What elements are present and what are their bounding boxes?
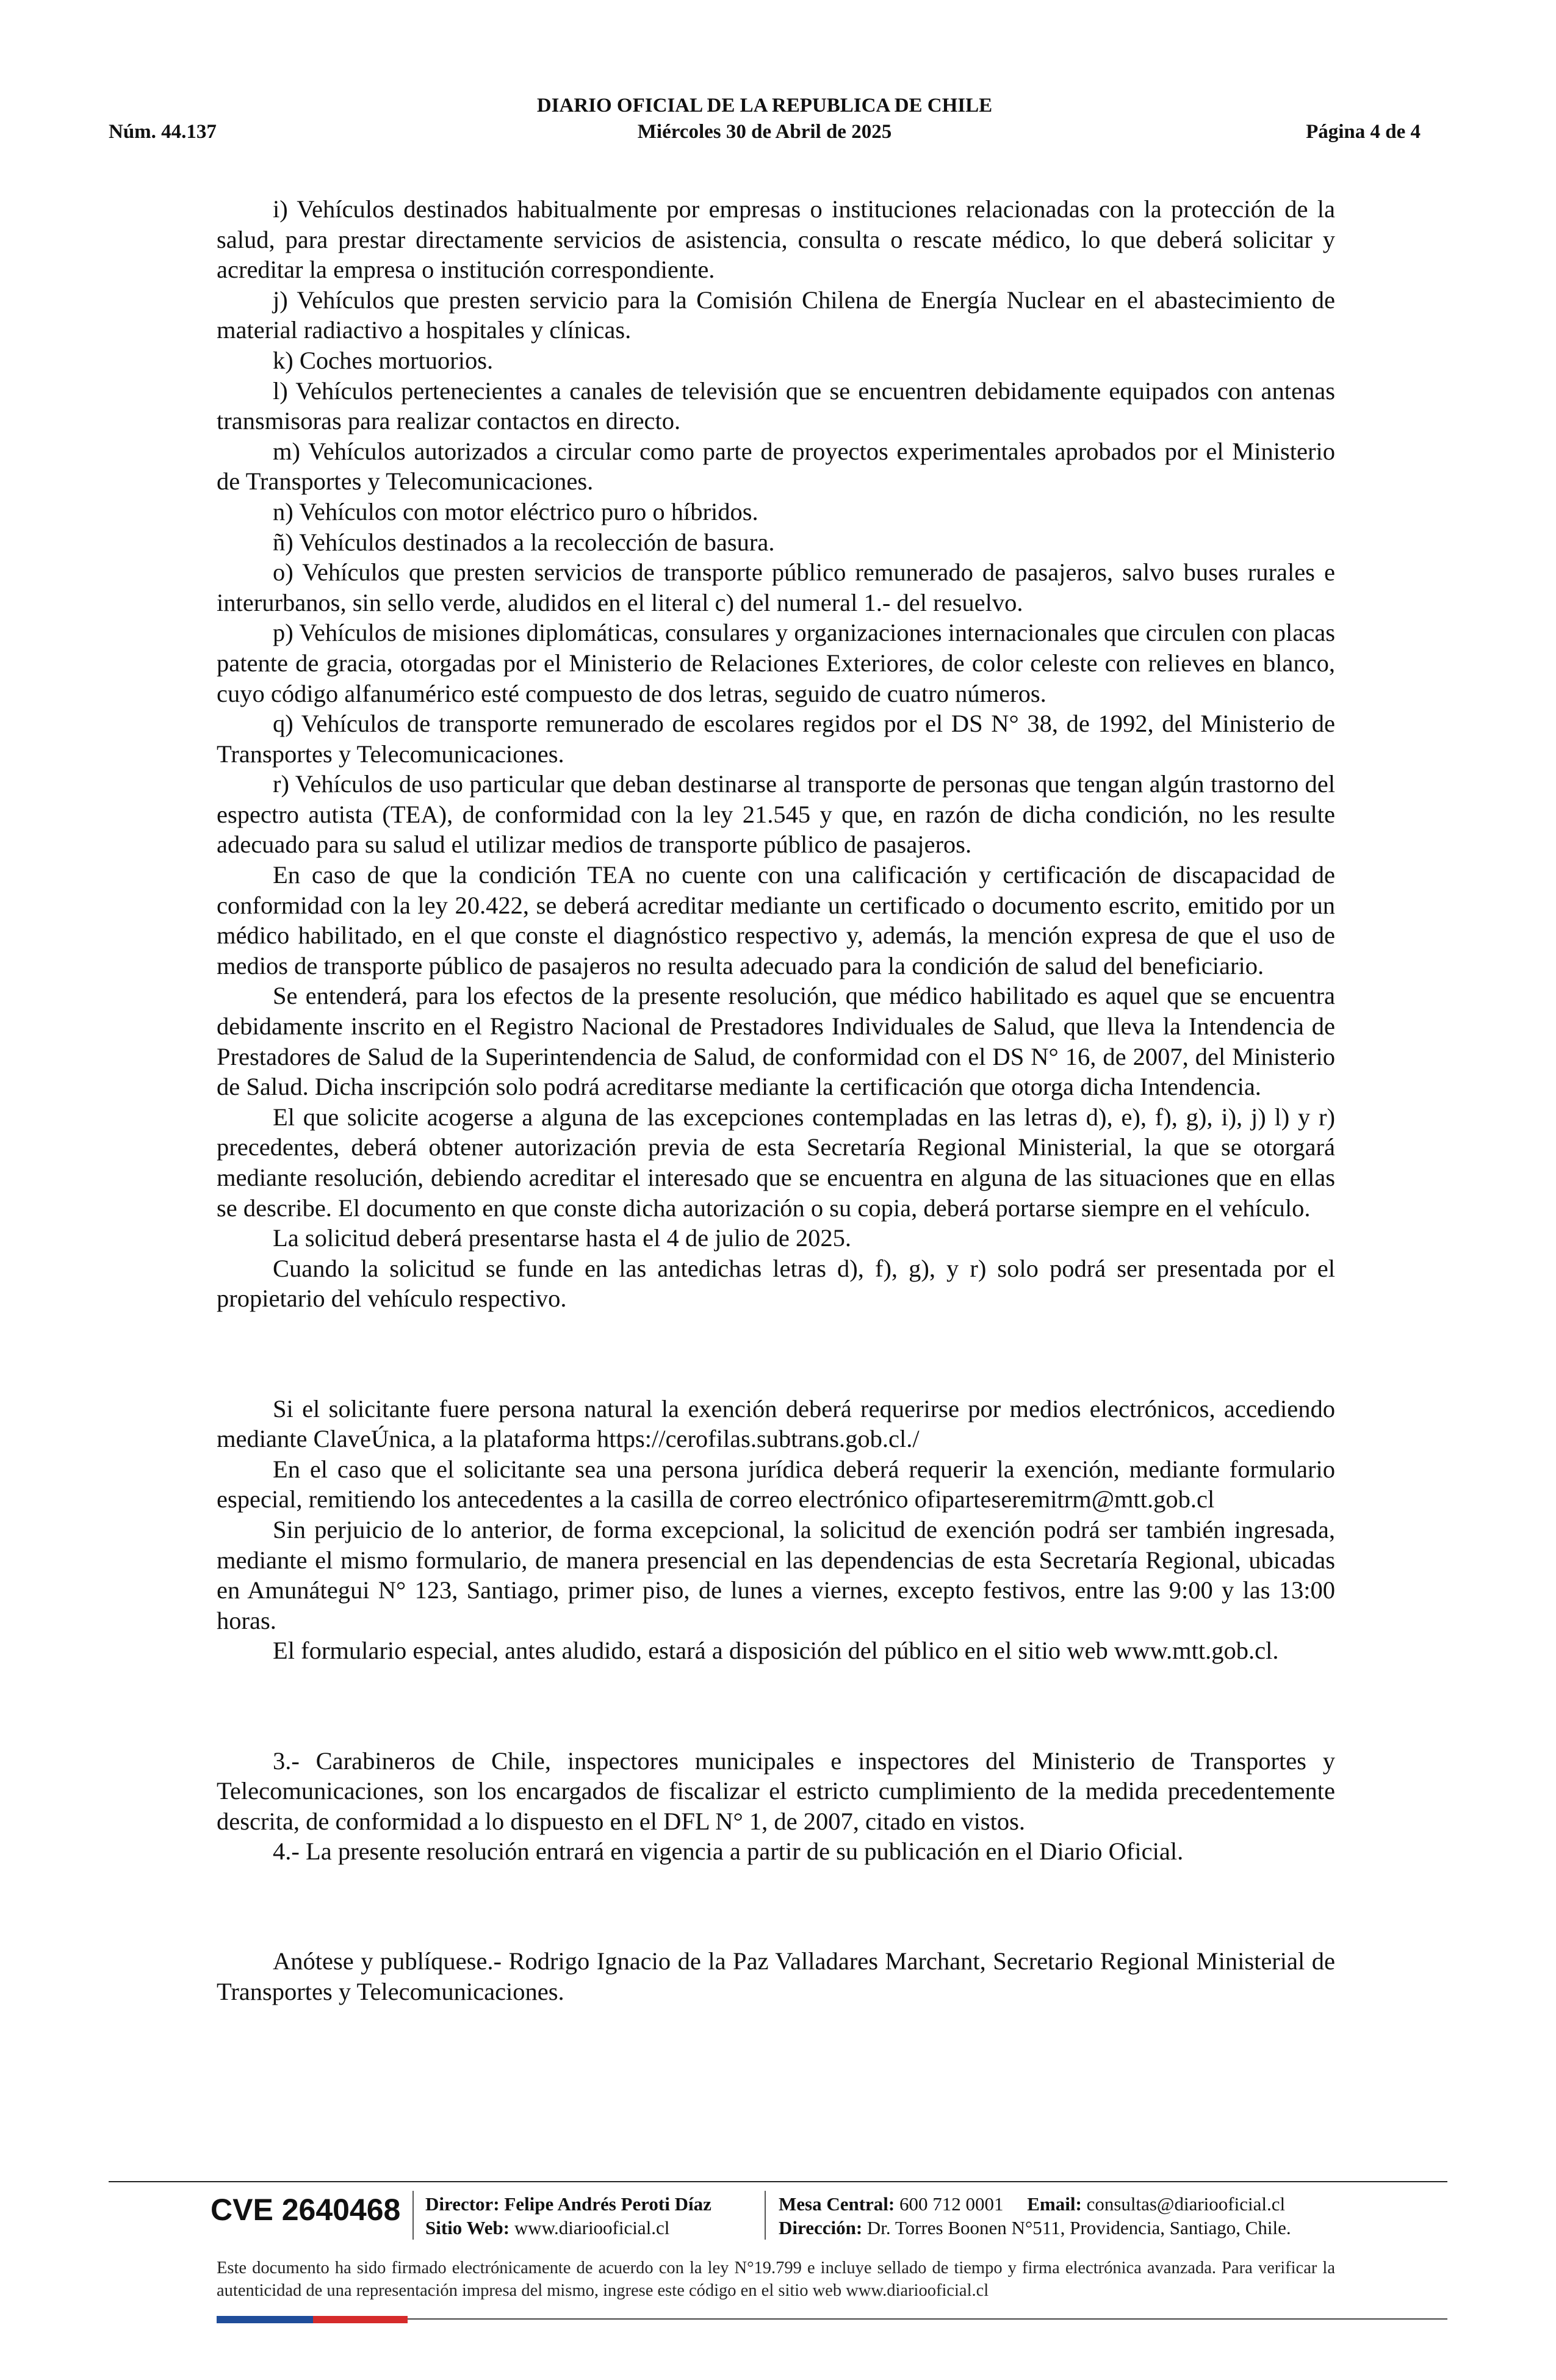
issue-date: Miércoles 30 de Abril de 2025 — [637, 121, 892, 143]
body-paragraph: q) Vehículos de transporte remunerado de escolares regidos por el DS N° 38, de 1992, del Ministerio de Transportes y Telecomunicaciones. — [217, 710, 1335, 768]
body-paragraph: La solicitud deberá presentarse hasta el 4 de julio de 2025. — [273, 1224, 852, 1252]
page-number: Página 4 de 4 — [1306, 121, 1421, 143]
paragraph-gap — [217, 1338, 1335, 1369]
body-paragraph: l) Vehículos pertenecientes a canales de televisión que se encuentren debidamente equipados con antenas transmisoras para realizar contactos en directo. — [217, 377, 1335, 435]
site-label: Sitio Web: — [425, 2217, 510, 2238]
body-paragraph: p) Vehículos de misiones diplomáticas, consulares y organizaciones internacionales que circulen con placas patente de gracia, otorgadas por el Ministerio de Relaciones Exteriores, de color celeste con relieves en blanco, cuyo código alfanumérico esté compuesto de dos letras, seguido de cuatro números. — [217, 619, 1335, 707]
body-paragraph: En caso de que la condición TEA no cuente con una calificación y certificación de discapacidad de conformidad con la ley 20.422, se deberá acreditar mediante un certificado o documento escrito, emitido por un médico habilitado, en el que conste el diagnóstico respectivo y, además, la mención expresa de que el uso de medios de transporte público de pasajeros no resulta adecuado para la condición de salud del beneficiario. — [217, 861, 1335, 979]
director-label: Director: Felipe Andrés Peroti Díaz — [425, 2193, 711, 2215]
body-paragraph: m) Vehículos autorizados a circular como parte de proyectos experimentales aprobados por el Ministerio de Transportes y Telecomunicaciones. — [217, 437, 1335, 496]
footer-divider — [109, 2181, 1447, 2182]
body-paragraph: En el caso que el solicitante sea una persona jurídica deberá requerir la exención, mediante formulario especial, remitiendo los antecedentes a la casilla de correo electrónico ofiparteseremitrm@mtt.gob.cl — [217, 1455, 1335, 1513]
cve-code: CVE 2640468 — [211, 2193, 401, 2227]
body-paragraph: o) Vehículos que presten servicios de transporte público remunerado de pasajeros, salvo buses rurales e interurbanos, sin sello verde, aludidos en el literal c) del numeral 1.- del resuelvo. — [217, 558, 1335, 616]
body-paragraph: 4.- La presente resolución entrará en vigencia a partir de su publicación en el Diario Oficial. — [273, 1837, 1184, 1866]
gazette-title: DIARIO OFICIAL DE LA REPUBLICA DE CHILE — [536, 95, 993, 117]
body-paragraph: El formulario especial, antes aludido, estará a disposición del público en el sitio web www.mtt.gob.cl. — [273, 1637, 1279, 1665]
email-link[interactable]: consultas@diariooficial.cl — [1086, 2193, 1286, 2215]
body-paragraph: Si el solicitante fuere persona natural la exención deberá requerirse por medios electrónicos, accediendo mediante ClaveÚnica, a la plataforma https://cerofilas.subtrans.gob.cl./ — [217, 1394, 1335, 1453]
address-label: Dirección: — [779, 2217, 863, 2238]
body-paragraph: Anótese y publíquese.- Rodrigo Ignacio de la Paz Valladares Marchant, Secretario Regional Ministerial de Transportes y Telecomunicaciones. — [217, 1947, 1335, 2006]
footer-separator — [412, 2191, 414, 2240]
footer-separator — [765, 2191, 766, 2240]
body-paragraph: El que solicite acogerse a alguna de las excepciones contempladas en las letras d), e), f), g), i), j) l) y r) precedentes, deberá obtener autorización previa de esta Secretaría Regional Ministerial, la que se otorgará mediante resolución, debiendo acreditar el interesado que se encuentra en alguna de las situaciones que en ellas se describe. El documento en que conste dicha autorización o su copia, deberá portarse siempre en el vehículo. — [217, 1103, 1335, 1222]
flag-stripe-red — [313, 2316, 408, 2323]
footer-disclaimer: Este documento ha sido firmado electrónicamente de acuerdo con la ley N°19.799 e incluye sellado de tiempo y firma electrónica avanzada. Para verificar la autenticidad de una representación impresa del mismo, ingrese este código en el sitio web www.diariooficial.cl — [217, 2259, 1335, 2300]
paragraph-gap — [217, 1690, 1335, 1721]
document-body — [217, 194, 1335, 2007]
body-paragraph: k) Coches mortuorios. — [273, 346, 494, 374]
issue-number: Núm. 44.137 — [109, 121, 217, 143]
body-paragraph: j) Vehículos que presten servicio para la Comisión Chilena de Energía Nuclear en el abastecimiento de material radiactivo a hospitales y clínicas. — [217, 286, 1335, 344]
page-header — [109, 95, 1421, 150]
body-paragraph: Sin perjuicio de lo anterior, de forma excepcional, la solicitud de exención podrá ser también ingresada, mediante el mismo formulario, de manera presencial en las dependencias de esta Secretaría Regional, ubicadas en Amunátegui N° 123, Santiago, primer piso, de lunes a viernes, excepto festivos, entre las 9:00 y las 13:00 horas. — [217, 1515, 1335, 1634]
body-paragraph: ñ) Vehículos destinados a la recolección de basura. — [273, 528, 775, 556]
bottom-rule — [408, 2318, 1447, 2320]
body-paragraph: n) Vehículos con motor eléctrico puro o híbridos. — [273, 497, 758, 525]
site-link[interactable]: www.diariooficial.cl — [514, 2217, 670, 2238]
footer-director-block — [425, 2192, 711, 2240]
body-paragraph: Cuando la solicitud se funde en las antedichas letras d), f), g), y r) solo podrá ser presentada por el propietario del vehículo respectivo. — [217, 1254, 1335, 1313]
flag-stripe-blue — [217, 2316, 313, 2323]
mesa-phone: 600 712 0001 — [899, 2193, 1004, 2215]
body-paragraph: 3.- Carabineros de Chile, inspectores municipales e inspectores del Ministerio de Transportes y Telecomunicaciones, son los encargados de fiscalizar el estricto cumplimiento de la medida precedentemente descrita, de conformidad a lo dispuesto en el DFL N° 1, de 2007, citado en vistos. — [217, 1747, 1335, 1835]
body-paragraph: i) Vehículos destinados habitualmente por empresas o instituciones relacionadas con la protección de la salud, para prestar directamente servicios de asistencia, consulta o rescate médico, lo que deberá solicitar y acreditar la empresa o institución correspondiente. — [217, 195, 1335, 284]
footer-contact-block — [779, 2192, 1291, 2240]
paragraph-gap — [217, 1891, 1335, 1922]
body-paragraph: r) Vehículos de uso particular que deban destinarse al transporte de personas que tengan algún trastorno del espectro autista (TEA), de conformidad con la ley 21.545 y que, en razón de dicha condición, no les resulte adecuado para su salud el utilizar medios de transporte público de pasajeros. — [217, 770, 1335, 859]
address-value: Dr. Torres Boonen N°511, Providencia, Santiago, Chile. — [866, 2217, 1291, 2238]
mesa-label: Mesa Central: — [779, 2193, 895, 2215]
body-paragraph: Se entenderá, para los efectos de la presente resolución, que médico habilitado es aquel que se encuentra debidamente inscrito en el Registro Nacional de Prestadores Individuales de Salud, que lleva la Intendencia de Prestadores de Salud de la Superintendencia de Salud, de conformidad con el DS N° 16, de 2007, del Ministerio de Salud. Dicha inscripción solo podrá acreditarse mediante la certificación que otorga dicha Intendencia. — [217, 982, 1335, 1101]
email-label: Email: — [1027, 2193, 1082, 2215]
